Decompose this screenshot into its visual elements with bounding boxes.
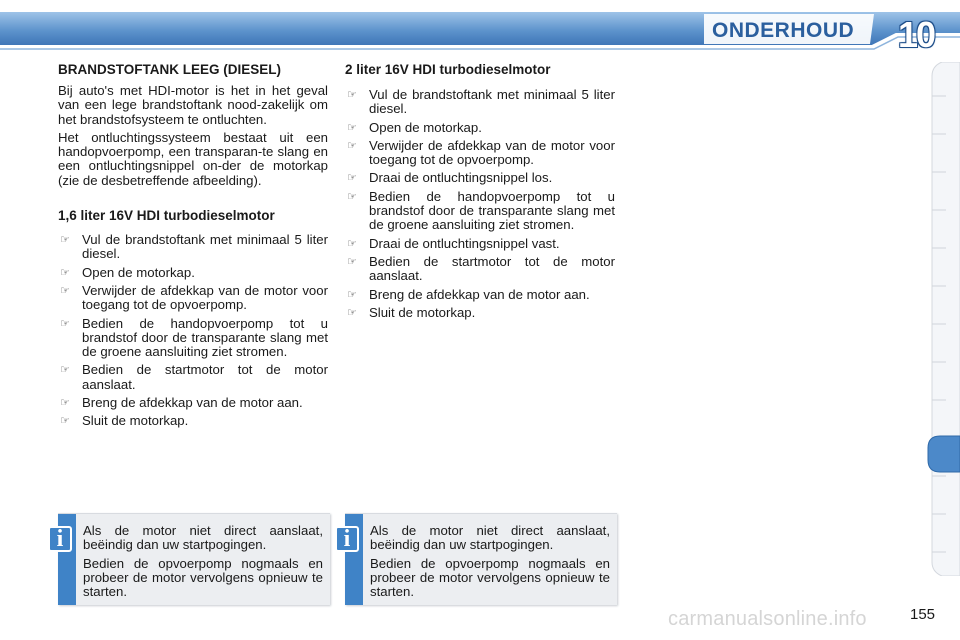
list-item: ☞ Open de motorkap. bbox=[347, 119, 482, 135]
info-box-left bbox=[58, 513, 330, 605]
chapter-title: ONDERHOUD bbox=[712, 19, 855, 42]
system-paragraph: Het ontluchtingssysteem bestaat uit een handopvoerpomp, een transparan-te slang en een ontluchtingsnippel on-der de motorkap (zie de desbetreffende afbeelding). bbox=[58, 129, 328, 188]
pointing-hand-icon: ☞ bbox=[60, 396, 70, 410]
list-item: ☞ Draai de ontluchtingsnippel vast. bbox=[347, 235, 560, 251]
pointing-hand-icon: ☞ bbox=[347, 88, 357, 101]
list-item: ☞ Bedien de handopvoerpomp tot u brandstof door de transparante slang met de groene aansluiting ziet stromen. bbox=[60, 315, 328, 360]
left-column bbox=[58, 62, 328, 433]
pointing-hand-icon: ☞ bbox=[347, 120, 357, 134]
list-item: ☞ Sluit de motorkap. bbox=[347, 304, 476, 320]
pointing-hand-icon: ☞ bbox=[60, 265, 70, 279]
page-number: 155 bbox=[910, 606, 936, 623]
info-text bbox=[370, 524, 610, 599]
pointing-hand-icon: ☞ bbox=[60, 283, 70, 297]
pointing-hand-icon: ☞ bbox=[347, 287, 357, 301]
pointing-hand-icon: ☞ bbox=[60, 233, 70, 247]
list-item: ☞ Breng de afdekkap van de motor aan. bbox=[347, 286, 590, 302]
pointing-hand-icon: ☞ bbox=[60, 316, 70, 330]
intro-paragraph: Bij auto's met HDI-motor is het in het geval van een lege brandstoftank nood-zakelijk om het brandstofsysteem te ontluchten. bbox=[58, 83, 328, 127]
pointing-hand-icon: ☞ bbox=[347, 254, 357, 268]
info-icon: i bbox=[48, 526, 72, 552]
chapter-number: 10 bbox=[898, 14, 935, 55]
list-item: ☞ Bedien de startmotor tot de motor aanslaat. bbox=[60, 362, 328, 392]
info-icon: i bbox=[335, 526, 359, 552]
pointing-hand-icon: ☞ bbox=[60, 363, 70, 377]
list-item: ☞ Bedien de handopvoerpomp tot u brandstof door de transparante slang met de groene aansluiting ziet stromen. bbox=[347, 188, 615, 233]
list-item: ☞ Verwijder de afdekkap van de motor voor toegang tot de opvoerpomp. bbox=[60, 282, 328, 313]
list-item: ☞ Draai de ontluchtingsnippel los. bbox=[347, 170, 553, 186]
pointing-hand-icon: ☞ bbox=[347, 305, 357, 319]
pointing-hand-icon: ☞ bbox=[347, 236, 357, 250]
list-item: ☞ Bedien de startmotor tot de motor aanslaat. bbox=[347, 253, 615, 284]
info-text bbox=[83, 524, 323, 599]
pointing-hand-icon: ☞ bbox=[347, 138, 357, 152]
pointing-hand-icon: ☞ bbox=[347, 171, 357, 185]
section-heading-16-hdi: 1,6 liter 16V HDI turbodieselmotor bbox=[58, 208, 275, 224]
list-item: ☞ Open de motorkap. bbox=[60, 264, 195, 280]
pointing-hand-icon: ☞ bbox=[60, 414, 70, 428]
list-item: ☞ Vul de brandstoftank met minimaal 5 liter diesel. bbox=[60, 232, 328, 262]
section-heading-empty-tank: BRANDSTOFTANK LEEG (DIESEL) bbox=[58, 62, 282, 77]
chapter-tab-strip bbox=[924, 62, 960, 576]
list-item: ☞ Breng de afdekkap van de motor aan. bbox=[60, 395, 303, 411]
steps-list-2-hdi bbox=[345, 88, 615, 320]
steps-list-16-hdi bbox=[58, 233, 328, 429]
info-line-2: Bedien de opvoerpomp nogmaals en probeer de motor vervolgens opnieuw te starten. bbox=[370, 555, 610, 600]
right-column bbox=[345, 62, 615, 324]
section-heading-2-hdi: 2 liter 16V HDI turbodieselmotor bbox=[345, 62, 551, 77]
info-box-right bbox=[345, 513, 617, 605]
pointing-hand-icon: ☞ bbox=[347, 189, 357, 203]
info-line-1: Als de motor niet direct aanslaat, beëindig dan uw startpogingen. bbox=[83, 523, 323, 553]
list-item: ☞ Verwijder de afdekkap van de motor voor toegang tot de opvoerpomp. bbox=[347, 137, 615, 168]
info-line-2: Bedien de opvoerpomp nogmaals en probeer de motor vervolgens opnieuw te starten. bbox=[83, 555, 323, 600]
info-line-1: Als de motor niet direct aanslaat, beëindig dan uw startpogingen. bbox=[370, 523, 610, 553]
list-item: ☞ Sluit de motorkap. bbox=[60, 413, 189, 429]
watermark: carmanualsonline.info bbox=[668, 608, 867, 630]
list-item: ☞ Vul de brandstoftank met minimaal 5 liter diesel. bbox=[347, 87, 615, 117]
